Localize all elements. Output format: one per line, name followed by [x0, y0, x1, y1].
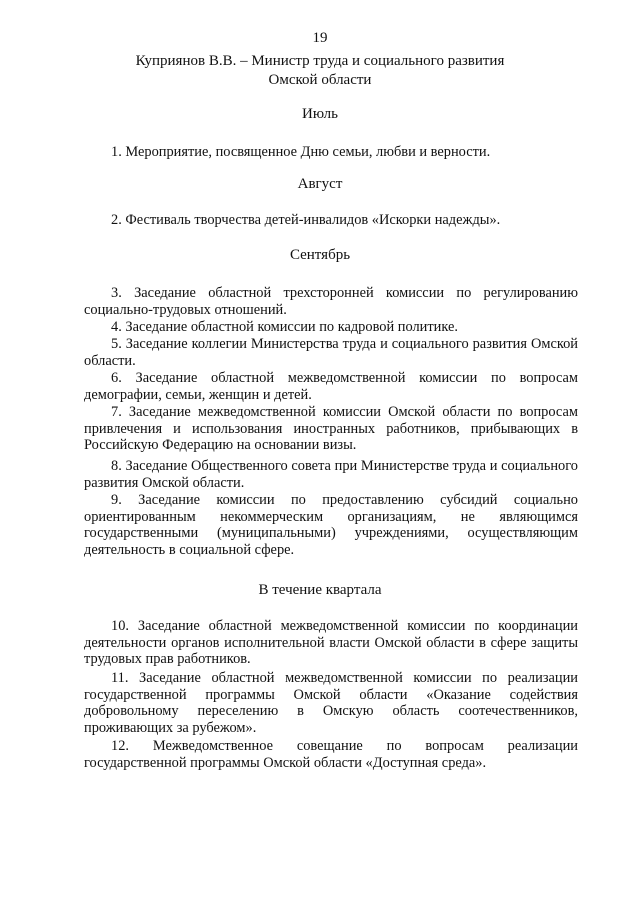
month-heading-august: Август: [297, 176, 343, 192]
event-item: 3. Заседание областной трехсторонней комиссии по регулированию социально-трудовых отношений.: [84, 285, 578, 318]
event-item: 10. Заседание областной межведомственной комиссии по координации деятельности органов исполнительной власти Омской области в сфере защиты трудовых прав работников.: [84, 618, 578, 668]
event-item: 9. Заседание комиссии по предоставлению субсидий социально ориентированным некоммерческим организациям, не являющимся государственными (муниципальными) учреждениями, осуществляющим деятельность в социальной сфере.: [84, 492, 578, 559]
month-heading-quarter: В течение квартала: [258, 582, 382, 598]
event-item: 6. Заседание областной межведомственной комиссии по вопросам демографии, семьи, женщин и детей.: [84, 370, 578, 403]
event-item: 4. Заседание областной комиссии по кадровой политике.: [111, 319, 458, 335]
event-item: 1. Мероприятие, посвященное Дню семьи, любви и верности.: [111, 144, 491, 160]
month-heading-july: Июль: [302, 106, 338, 122]
document-header: [110, 52, 530, 89]
month-heading-september: Сентябрь: [289, 247, 351, 263]
event-item: 8. Заседание Общественного совета при Министерстве труда и социального развития Омской области.: [84, 458, 578, 491]
page-number: 19: [312, 30, 328, 46]
event-item: 12. Межведомственное совещание по вопросам реализации государственной программы Омской области «Доступная среда».: [84, 738, 578, 771]
event-item: 2. Фестиваль творчества детей-инвалидов «Искорки надежды».: [111, 212, 501, 228]
event-item: 5. Заседание коллегии Министерства труда и социального развития Омской области.: [84, 336, 578, 369]
event-item: 7. Заседание межведомственной комиссии Омской области по вопросам привлечения и использования иностранных работников, прибывающих в Российскую Федерацию на основании визы.: [84, 404, 578, 454]
event-item: 11. Заседание областной межведомственной комиссии по реализации государственной программы Омской области «Оказание содействия добровольному переселению в Омскую область соотечественников, проживающих за рубежом».: [84, 670, 578, 737]
header-line-1: Куприянов В.В. – Министр труда и социального развития: [135, 53, 505, 69]
header-line-2: Омской области: [268, 71, 372, 88]
